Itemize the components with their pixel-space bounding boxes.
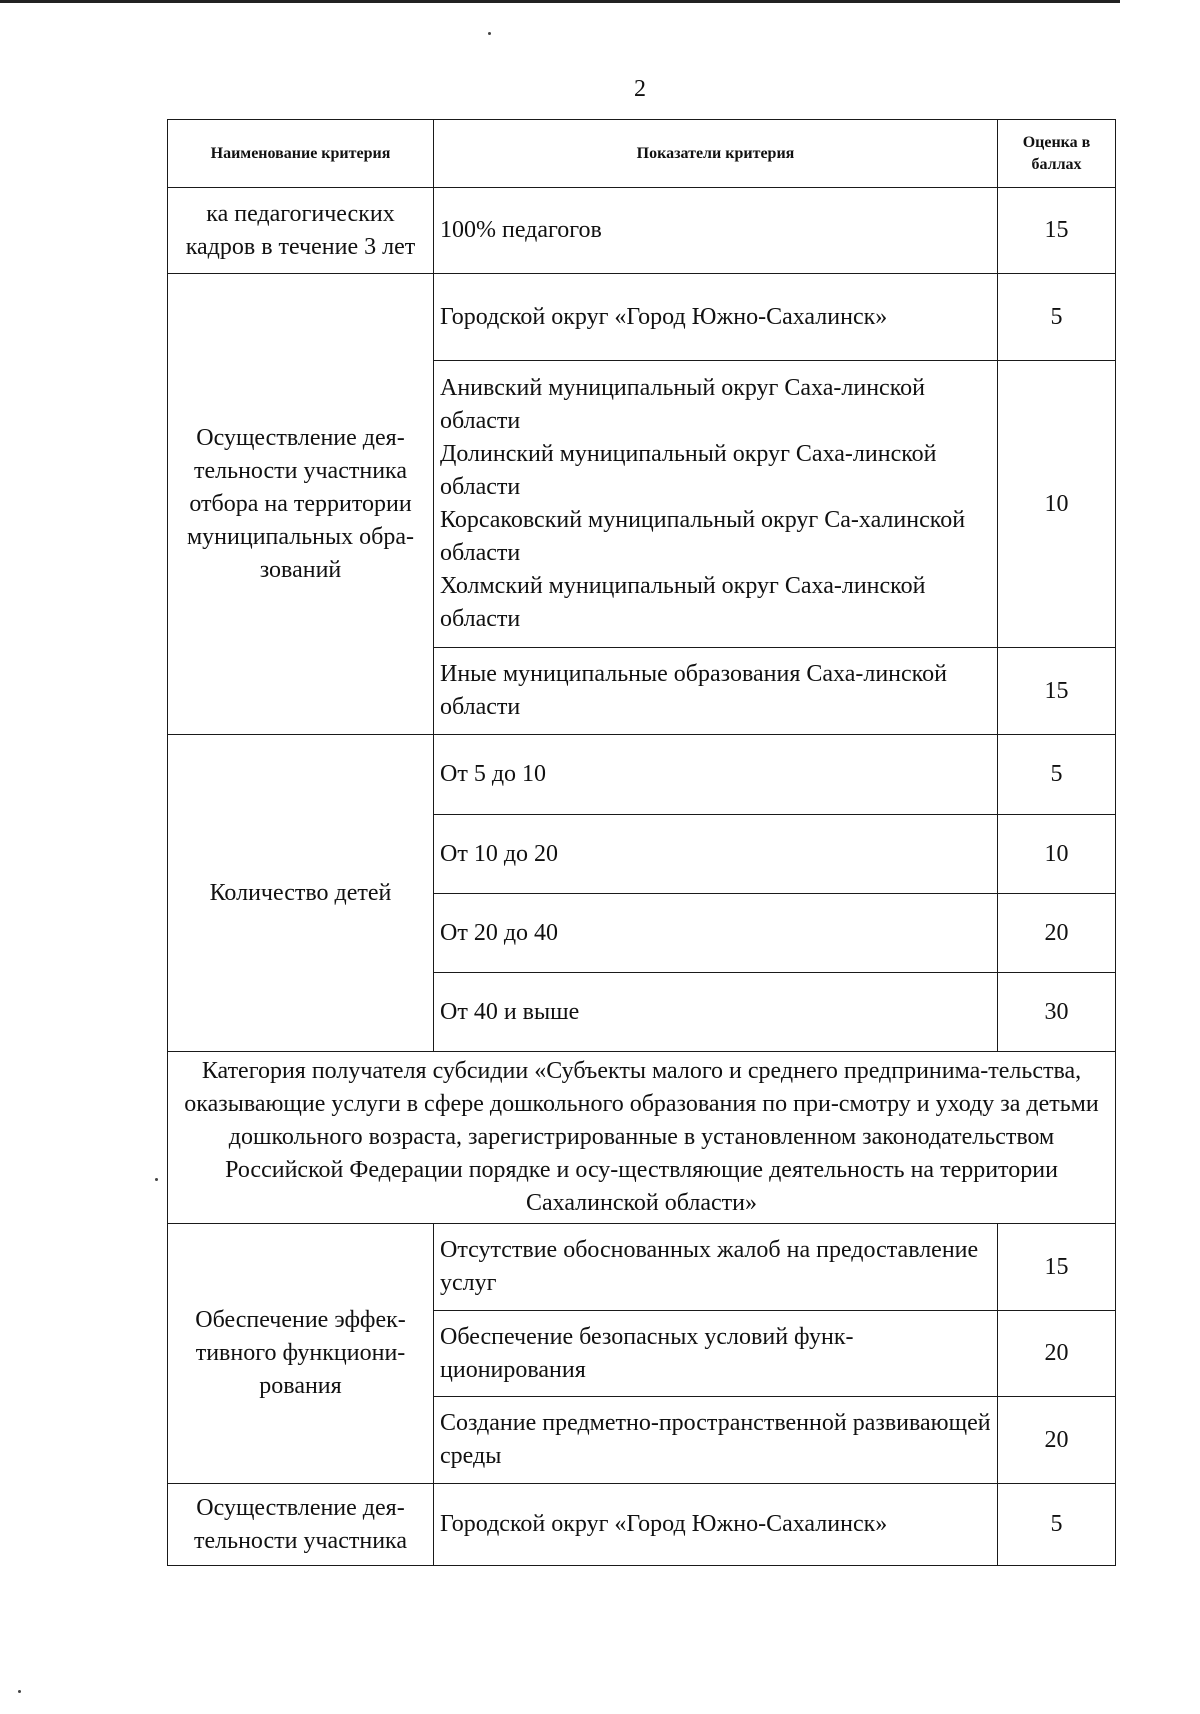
header-score bbox=[998, 120, 1116, 188]
page-number: 2 bbox=[634, 76, 646, 102]
criterion-indicator-cell bbox=[434, 1397, 998, 1484]
table-body bbox=[168, 188, 1116, 1566]
criteria-table bbox=[167, 119, 1116, 1566]
score-cell: 30 bbox=[998, 973, 1116, 1052]
score-cell: 10 bbox=[998, 815, 1116, 894]
indicator-line: Долинский муниципальный округ Саха-линской области bbox=[440, 441, 937, 500]
score-cell: 20 bbox=[998, 1397, 1116, 1484]
criterion-indicator-cell bbox=[434, 648, 998, 735]
category-note-row bbox=[168, 1052, 1116, 1224]
indicator-line: Анивский муниципальный округ Саха-линской области bbox=[440, 375, 925, 434]
criterion-indicator-cell bbox=[434, 274, 998, 361]
indicator-line: Городской округ «Город Южно-Сахалинск» bbox=[440, 1511, 888, 1537]
indicator-line: Корсаковский муниципальный округ Са-халинской области bbox=[440, 507, 966, 566]
score-cell: 5 bbox=[998, 274, 1116, 361]
criterion-name-cell: Обеспечение эффек-тивного функциони-рования bbox=[168, 1224, 434, 1484]
score-cell: 20 bbox=[998, 894, 1116, 973]
indicator-line: Обеспечение безопасных условий функ-ционирования bbox=[440, 1323, 854, 1383]
indicator-line: Городской округ «Город Южно-Сахалинск» bbox=[440, 303, 888, 330]
score-cell: 5 bbox=[998, 1484, 1116, 1566]
criterion-name-cell: Количество детей bbox=[168, 735, 434, 1052]
table-header-row bbox=[168, 120, 1116, 188]
header-score-label: Оценка в баллах bbox=[1022, 133, 1091, 173]
criterion-indicator-cell bbox=[434, 1484, 998, 1566]
score-cell: 15 bbox=[998, 188, 1116, 274]
indicator-line: Создание предметно-пространственной развивающей среды bbox=[440, 1410, 991, 1469]
category-note-cell: Категория получателя субсидии «Субъекты малого и среднего предпринима-тельства, оказывающие услуги в сфере дошкольного образования по при-смотру и уходу за детьми дошкольного возраста, зарегистрированные в установленном законодательством Российской Федерации порядке и осу-ществляющие деятельность на территории Сахалинской области» bbox=[168, 1052, 1116, 1224]
table-row bbox=[168, 188, 1116, 274]
scan-speck bbox=[488, 32, 491, 35]
table-row bbox=[168, 735, 1116, 815]
criterion-name-cell: ка педагогических кадров в течение 3 лет bbox=[168, 188, 434, 274]
header-criterion-indicators: Показатели критерия bbox=[434, 120, 998, 188]
table-row bbox=[168, 1484, 1116, 1566]
score-cell: 5 bbox=[998, 735, 1116, 815]
criterion-name-cell: Осуществление дея-тельности участника отбора на территории муниципальных обра-зований bbox=[168, 274, 434, 735]
criterion-name-cell: Осуществление дея-тельности участника bbox=[168, 1484, 434, 1566]
header-criterion-name: Наименование критерия bbox=[168, 120, 434, 188]
indicator-line: Иные муниципальные образования Саха-линской области bbox=[440, 661, 947, 720]
indicator-line: Отсутствие обоснованных жалоб на предоставление услуг bbox=[440, 1237, 979, 1296]
criterion-indicator-cell bbox=[434, 1224, 998, 1311]
criterion-indicator-cell bbox=[434, 188, 998, 274]
score-cell: 15 bbox=[998, 1224, 1116, 1311]
indicator-line: Холмский муниципальный округ Саха-линской области bbox=[440, 573, 926, 632]
indicator-line: От 20 до 40 bbox=[440, 919, 559, 946]
indicator-line: От 40 и выше bbox=[440, 998, 580, 1025]
criterion-indicator-cell bbox=[434, 973, 998, 1052]
table-row bbox=[168, 1224, 1116, 1311]
criterion-indicator-cell bbox=[434, 1311, 998, 1397]
score-cell: 15 bbox=[998, 648, 1116, 735]
table-row bbox=[168, 274, 1116, 361]
criterion-indicator-cell bbox=[434, 361, 998, 648]
score-cell: 20 bbox=[998, 1311, 1116, 1397]
indicator-line: 100% педагогов bbox=[440, 217, 602, 243]
indicator-line: От 5 до 10 bbox=[440, 761, 547, 787]
scan-speck bbox=[155, 1178, 158, 1181]
criterion-indicator-cell bbox=[434, 894, 998, 973]
criterion-indicator-cell bbox=[434, 815, 998, 894]
indicator-line: От 10 до 20 bbox=[440, 840, 559, 867]
score-cell: 10 bbox=[998, 361, 1116, 648]
scan-speck bbox=[18, 1690, 21, 1693]
top-border-line bbox=[0, 0, 1120, 3]
criterion-indicator-cell bbox=[434, 735, 998, 815]
